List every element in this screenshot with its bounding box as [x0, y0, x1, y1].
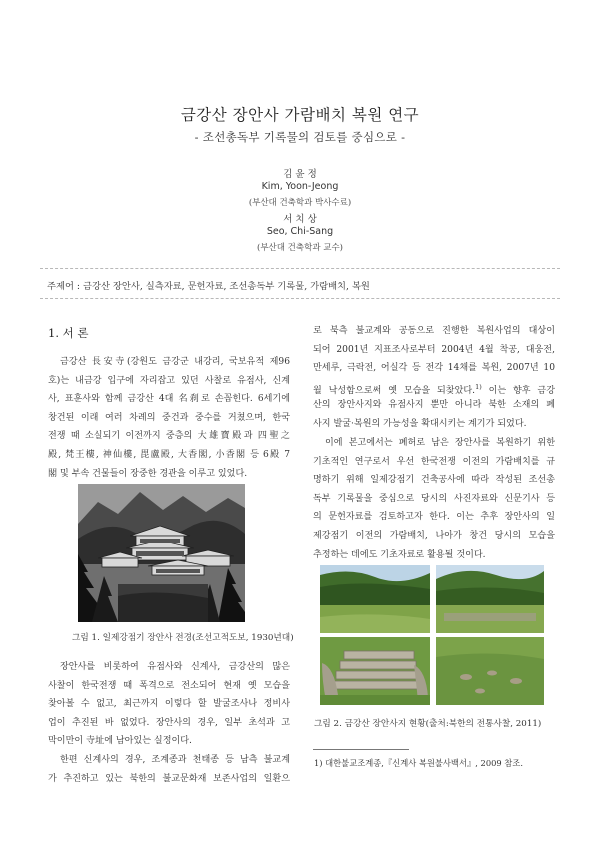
right-paragraph-1: [313, 322, 555, 434]
text-line: 독부 기록물을 중심으로 당시의 사진자료와 신문기사 등: [313, 493, 555, 504]
keywords-top-rule: [40, 268, 560, 269]
figure-2-image-2: [436, 565, 544, 633]
text-line-with-footnote: [313, 378, 555, 397]
text-line: 산의 장안사지와 유점사지 뿐만 아니라 북한 소재의 폐: [313, 400, 555, 411]
author-1-name-ko: 김 윤 정: [283, 169, 317, 180]
text-line: 이에 본고에서는 폐허로 남은 장안사를 복원하기 위한: [325, 438, 555, 448]
right-paragraph-2: [313, 434, 555, 564]
text-line: 의 문헌자료를 검토하고자 한다. 이는 추후 장안사의 일: [313, 512, 555, 523]
text-line: 사찰이 한국전쟁 때 폭격으로 전소되어 현재 옛 모습을: [48, 680, 290, 691]
figure-2-image-4: [436, 637, 544, 705]
footnote-ref: 1): [475, 382, 482, 391]
paper-title: 금강산 장안사 가람배치 복원 연구: [180, 106, 420, 124]
text-line: 기초적인 연구로서 우선 한국전쟁 이전의 가람배치를 규: [313, 456, 555, 467]
figure-2-image-1: [320, 565, 430, 633]
author-1-affiliation: (부산대 건축학과 박사수료): [248, 198, 352, 208]
footnote-rule: [313, 749, 409, 750]
text-line: 사, 표훈사와 함께 금강산 4대 名刹로 손꼽힌다. 6세기에: [48, 394, 290, 405]
author-2-affiliation: (부산대 건축학과 교수): [257, 243, 343, 253]
text-segment: 이는 향후 금강: [481, 385, 555, 396]
text-line: 가 추진하고 있는 북한의 불교문화재 보존사업의 일환으: [48, 773, 290, 784]
text-line: 로 북측 불교계와 공동으로 진행한 복원사업의 대상이: [313, 326, 555, 336]
text-line: 찾아볼 수 없고, 최근까지 이렇다 할 발굴조사나 정비사: [48, 699, 290, 710]
footnote: 1) 대한불교조계종,『신계사 복원불사백서』, 2009 참조.: [314, 758, 523, 768]
figure-2-photo-2: [436, 565, 544, 633]
text-line: 閣 및 부속 건물들이 장중한 경관을 이루고 있었다.: [48, 468, 248, 479]
text-line: 금강산 長安寺(강원도 금강군 내강리, 국보유적 제96: [60, 357, 290, 367]
left-paragraph-1: [48, 353, 290, 483]
figure-1-photo: [78, 484, 245, 622]
keywords: 주제어 : 금강산 장안사, 실측자료, 문헌자료, 조선총독부 기록물, 가람배치, 복원: [47, 281, 370, 292]
figure-1-image: [78, 484, 245, 622]
figure-2-caption: 그림 2. 금강산 장안사지 현황(출처:북한의 전통사찰, 2011): [314, 719, 542, 729]
text-line: 殿, 梵王樓, 神仙樓, 毘盧殿, 大香閣, 小香閣 등 6殿 7: [48, 449, 290, 460]
text-line: 막이만이 寺址에 남아있는 실정이다.: [48, 736, 192, 747]
text-line: 되어 2001년 지표조사로부터 2004년 4월 착공, 대웅전,: [313, 344, 555, 355]
text-line: 제강점기 이전의 가람배치, 나아가 창건 당시의 모습을: [313, 530, 555, 541]
text-line: 창건된 이래 여러 차례의 중건과 중수를 거쳤으며, 한국: [48, 412, 290, 423]
section-heading: 1. 서 론: [48, 326, 89, 340]
text-line: 호)는 내금강 입구에 자리잡고 있던 사찰로 유점사, 신계: [48, 375, 290, 386]
left-paragraph-2: [48, 658, 290, 751]
text-line: 사지 발굴·복원의 가능성을 확대시키는 계기가 되었다.: [313, 418, 527, 429]
text-line: 전쟁 때 소실되기 이전까지 중층의 大雄寶殿과 四聖之: [48, 431, 290, 442]
text-line: 한편 신계사의 경우, 조계종과 천태종 등 남측 불교계: [60, 755, 290, 765]
text-segment: 월 낙성함으로써 옛 모습을 되찾았다.: [313, 385, 476, 396]
figure-2-photo-3: [320, 637, 430, 705]
left-paragraph-3: [48, 751, 290, 788]
author-1-name-en: Kim, Yoon-Jeong: [261, 181, 339, 192]
keywords-bottom-rule: [40, 298, 560, 299]
figure-2-photo-1: [320, 565, 430, 633]
figure-2-image-3: [320, 637, 430, 705]
figure-2-photo-4: [436, 637, 544, 705]
author-2-name-ko: 서 치 상: [283, 214, 317, 225]
text-line: 업이 추진된 바 없었다. 장안사의 경우, 일부 초석과 고: [48, 717, 290, 728]
text-line: 만세루, 극락전, 어실각 등 전각 14채를 복원, 2007년 10: [313, 363, 555, 374]
author-2-name-en: Seo, Chi-Sang: [266, 226, 334, 237]
figure-1-caption: 그림 1. 일제강점기 장안사 전경(조선고적도보, 1930년대): [72, 633, 294, 643]
text-line: 추정하는 데에도 기초자료로 활용될 것이다.: [313, 549, 486, 560]
paper-subtitle: - 조선총독부 기록물의 검토를 중심으로 -: [194, 130, 406, 144]
text-line: 명하기 위해 일제강점기 건축공사에 따라 작성된 조선총: [313, 475, 555, 486]
text-line: 장안사를 비롯하여 유점사와 신계사, 금강산의 많은: [60, 662, 290, 672]
